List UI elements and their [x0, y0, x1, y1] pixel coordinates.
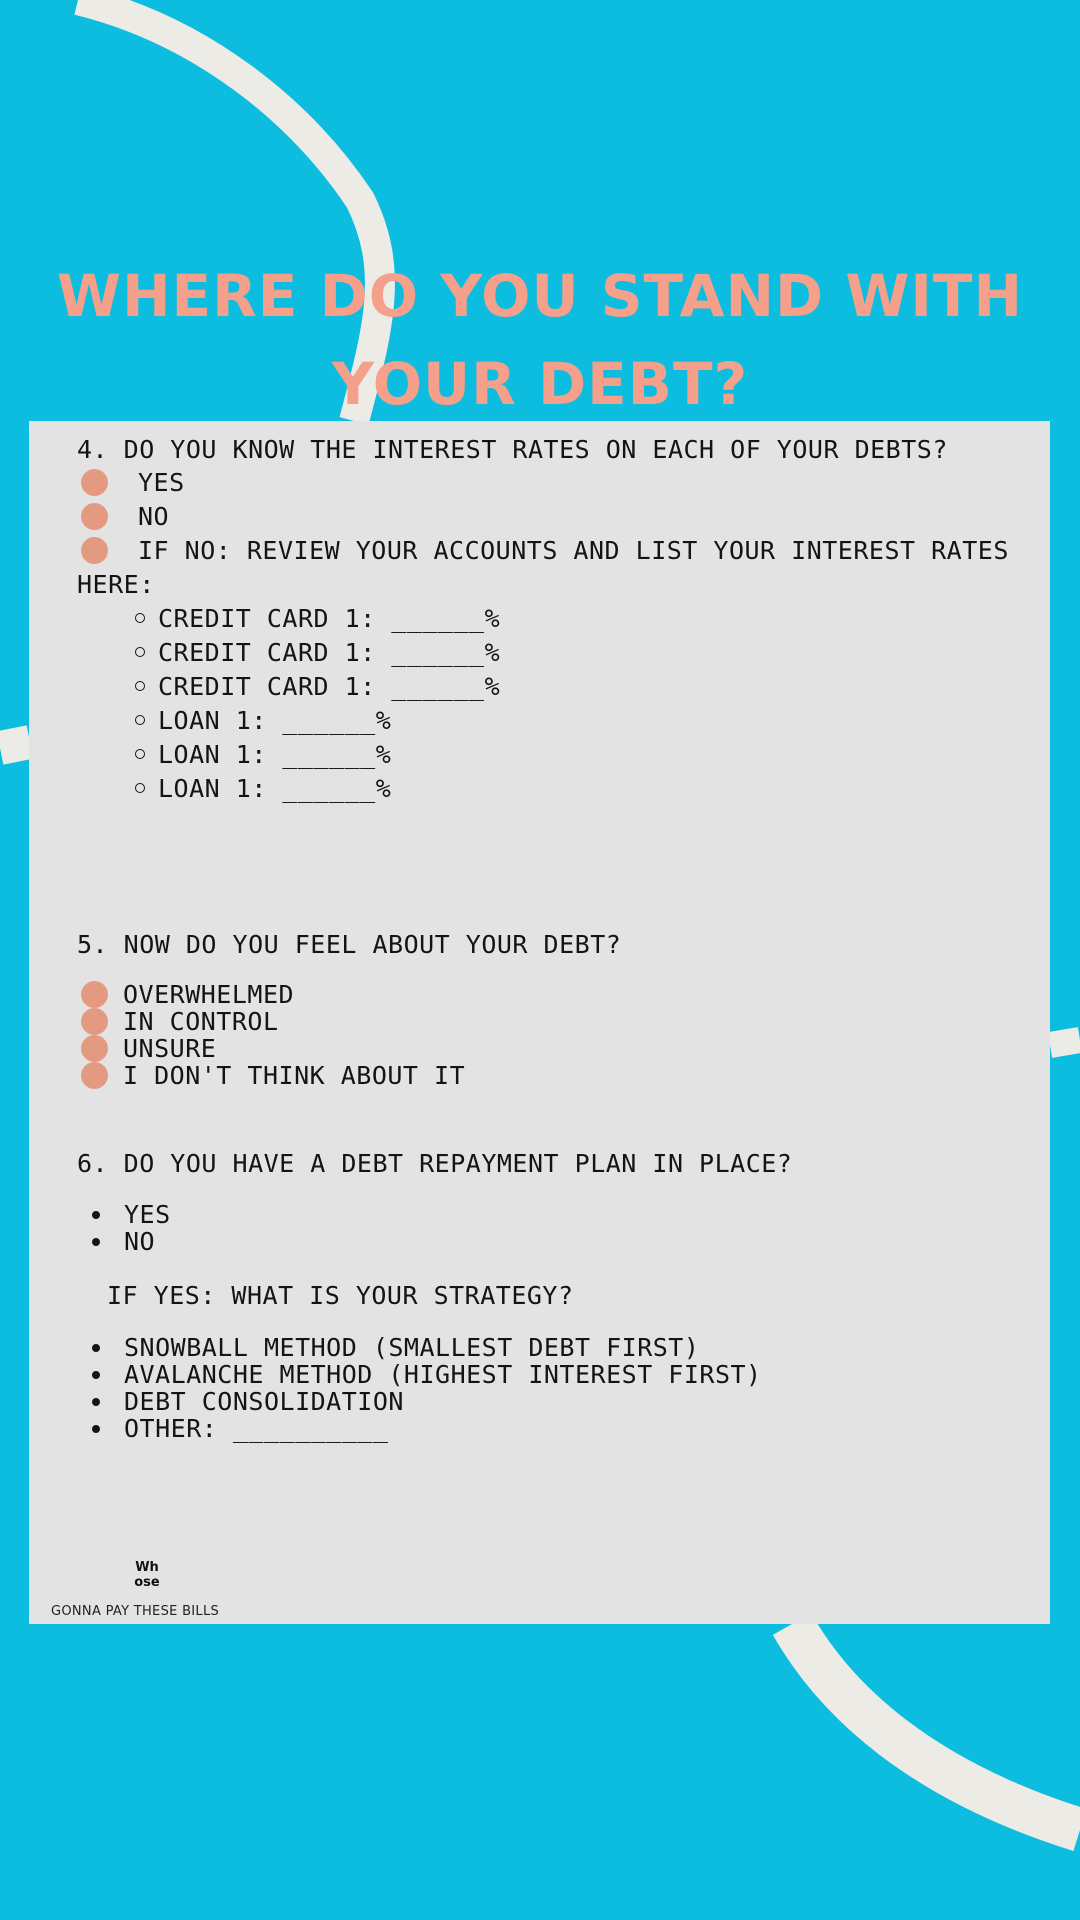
- rate-label: LOAN 1: ______%: [158, 705, 392, 735]
- strategy-label: AVALANCHE METHOD (HIGHEST INTEREST FIRST): [124, 1360, 762, 1389]
- option-label: NO: [124, 1227, 156, 1256]
- option-label: UNSURE: [123, 1034, 217, 1063]
- q5-option-overwhelmed[interactable]: [81, 981, 294, 1008]
- question-5: 5. NOW DO YOU FEEL ABOUT YOUR DEBT?: [77, 930, 622, 959]
- rate-label: CREDIT CARD 1: ______%: [158, 603, 501, 633]
- hollow-bullet-icon: [135, 749, 145, 759]
- q4-option-yes[interactable]: [81, 465, 185, 499]
- footer-tagline: GONNA PAY THESE BILLS: [51, 1604, 220, 1619]
- bullet-icon: [92, 1344, 100, 1352]
- strategy-item[interactable]: [92, 1415, 388, 1442]
- worksheet-card: [29, 421, 1050, 1624]
- hollow-bullet-icon: [135, 647, 145, 657]
- brand-mark-line-1: Wh: [135, 1560, 159, 1575]
- brand-mark: [127, 1560, 167, 1590]
- option-label: OVERWHELMED: [123, 980, 295, 1009]
- hollow-bullet-icon: [135, 783, 145, 793]
- option-label: IF NO: REVIEW YOUR ACCOUNTS AND LIST YOUR INTEREST RATES: [138, 535, 1009, 565]
- strategy-label: DEBT CONSOLIDATION: [124, 1387, 404, 1416]
- paper-strip-left: [0, 742, 30, 748]
- strategy-item[interactable]: [92, 1388, 404, 1415]
- rate-label: LOAN 1: ______%: [158, 739, 392, 769]
- option-label: IN CONTROL: [123, 1007, 279, 1036]
- option-dot-icon: [81, 1035, 108, 1062]
- option-dot-icon: [81, 1062, 108, 1089]
- option-label: YES: [124, 1200, 171, 1229]
- rate-item: [135, 635, 500, 669]
- rate-label: CREDIT CARD 1: ______%: [158, 637, 501, 667]
- option-dot-icon: [81, 537, 108, 564]
- option-dot-icon: [81, 981, 108, 1008]
- option-label: NO: [138, 501, 170, 531]
- q5-option-unsure[interactable]: [81, 1035, 216, 1062]
- bullet-icon: [92, 1398, 100, 1406]
- bullet-icon: [92, 1425, 100, 1433]
- rate-item: [135, 771, 391, 805]
- q6-option-no[interactable]: [92, 1228, 155, 1255]
- q6-option-yes[interactable]: [92, 1201, 171, 1228]
- hollow-bullet-icon: [135, 613, 145, 623]
- question-4: 4. DO YOU KNOW THE INTEREST RATES ON EACH OF YOUR DEBTS?: [77, 435, 948, 464]
- strategy-label: OTHER: __________: [124, 1414, 389, 1443]
- rate-label: LOAN 1: ______%: [158, 773, 392, 803]
- strategy-item[interactable]: [92, 1361, 762, 1388]
- hollow-bullet-icon: [135, 715, 145, 725]
- hollow-bullet-icon: [135, 681, 145, 691]
- option-label: I DON'T THINK ABOUT IT: [123, 1061, 466, 1090]
- q4-option-if-no-continued: HERE:: [77, 569, 155, 599]
- rate-item: [135, 669, 500, 703]
- bullet-icon: [92, 1211, 100, 1219]
- paper-strip-right: [1050, 1040, 1080, 1045]
- bullet-icon: [92, 1238, 100, 1246]
- page-title: WHERE DO YOU STAND WITH YOUR DEBT?: [56, 262, 1024, 418]
- option-dot-icon: [81, 1008, 108, 1035]
- rate-item: [135, 737, 391, 771]
- paper-strip-bottom: [792, 1624, 1080, 1830]
- q6-followup: IF YES: WHAT IS YOUR STRATEGY?: [107, 1281, 574, 1310]
- bullet-icon: [92, 1371, 100, 1379]
- rate-item: [135, 703, 391, 737]
- option-label: YES: [138, 467, 185, 497]
- q4-option-if-no[interactable]: [81, 533, 1009, 567]
- rate-item: [135, 601, 500, 635]
- brand-mark-line-2: ose: [134, 1575, 160, 1590]
- question-6: 6. DO YOU HAVE A DEBT REPAYMENT PLAN IN PLACE?: [77, 1149, 793, 1178]
- option-dot-icon: [81, 469, 108, 496]
- option-dot-icon: [81, 503, 108, 530]
- strategy-item[interactable]: [92, 1334, 699, 1361]
- strategy-label: SNOWBALL METHOD (SMALLEST DEBT FIRST): [124, 1333, 700, 1362]
- q5-option-dont-think[interactable]: [81, 1062, 465, 1089]
- q4-option-no[interactable]: [81, 499, 169, 533]
- rate-label: CREDIT CARD 1: ______%: [158, 671, 501, 701]
- q5-option-in-control[interactable]: [81, 1008, 279, 1035]
